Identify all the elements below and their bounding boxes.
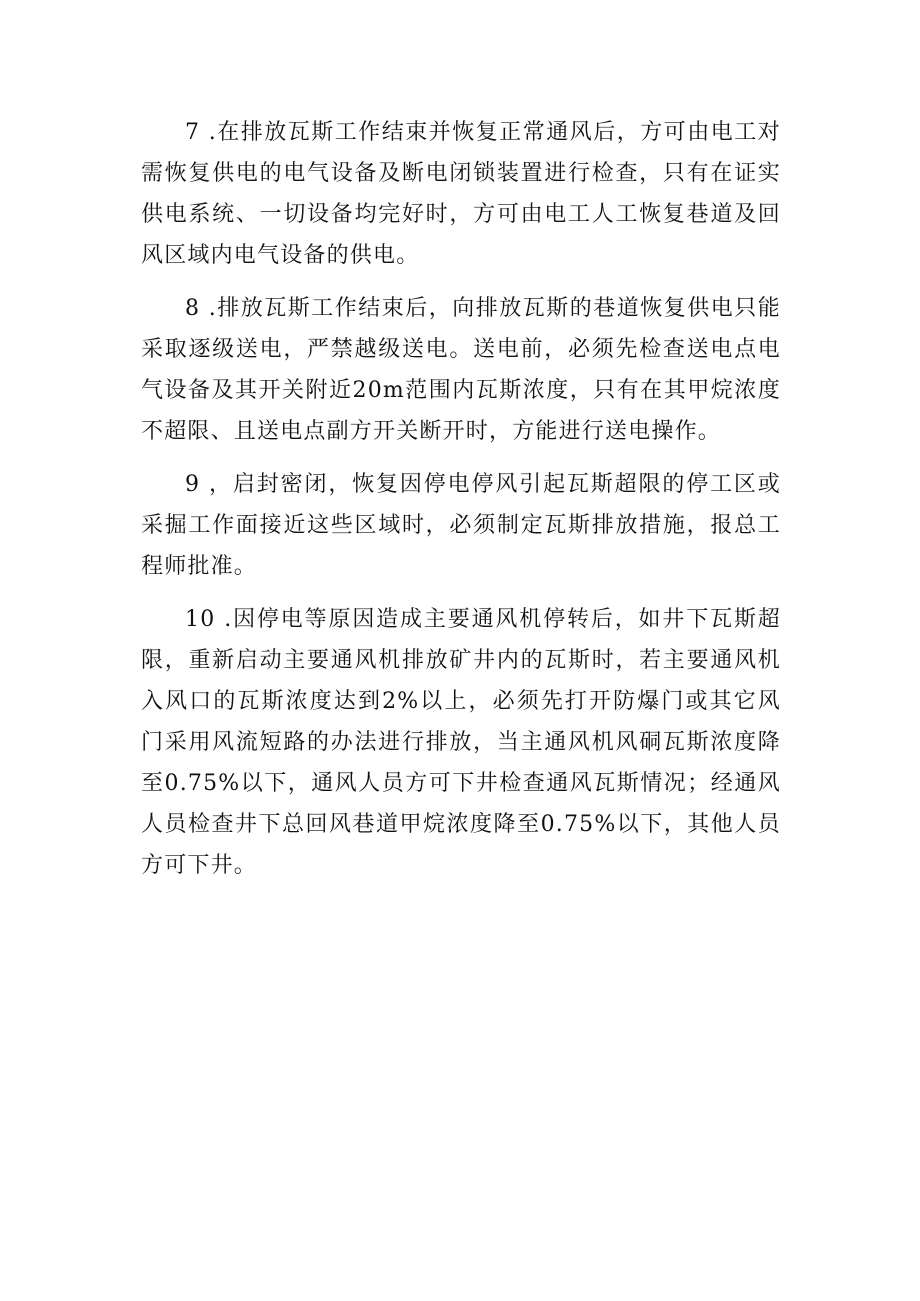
paragraph-7: 7 .在排放瓦斯工作结束并恢复正常通风后，方可由电工对需恢复供电的电气设备及断电闭锁装置进行检查，只有在证实供电系统、一切设备均完好时，方可由电工人工恢复巷道及回风区域内电气设备的供电。 — [141, 120, 781, 268]
document-body — [141, 112, 781, 898]
paragraph-8: 8 .排放瓦斯工作结束后，向排放瓦斯的巷道恢复供电只能采取逐级送电，严禁越级送电。送电前，必须先检查送电点电气设备及其开关附近20m范围内瓦斯浓度，只有在其甲烷浓度不超限、且送电点副方开关断开时，方能进行送电操作。 — [141, 296, 781, 444]
paragraph-10: 10 .因停电等原因造成主要通风机停转后，如井下瓦斯超限，重新启动主要通风机排放矿井内的瓦斯时，若主要通风机入风口的瓦斯浓度达到2%以上，必须先打开防爆门或其它风门采用风流短路的办法进行排放，当主通风机风硐瓦斯浓度降至0.75%以下，通风人员方可下井检查通风瓦斯情况；经通风人员检查井下总回风巷道甲烷浓度降至0.75%以下，其他人员方可下井。 — [141, 607, 781, 878]
paragraph-9: 9 ，启封密闭，恢复因停电停风引起瓦斯超限的停工区或采掘工作面接近这些区域时，必须制定瓦斯排放措施，报总工程师批准。 — [141, 472, 781, 579]
